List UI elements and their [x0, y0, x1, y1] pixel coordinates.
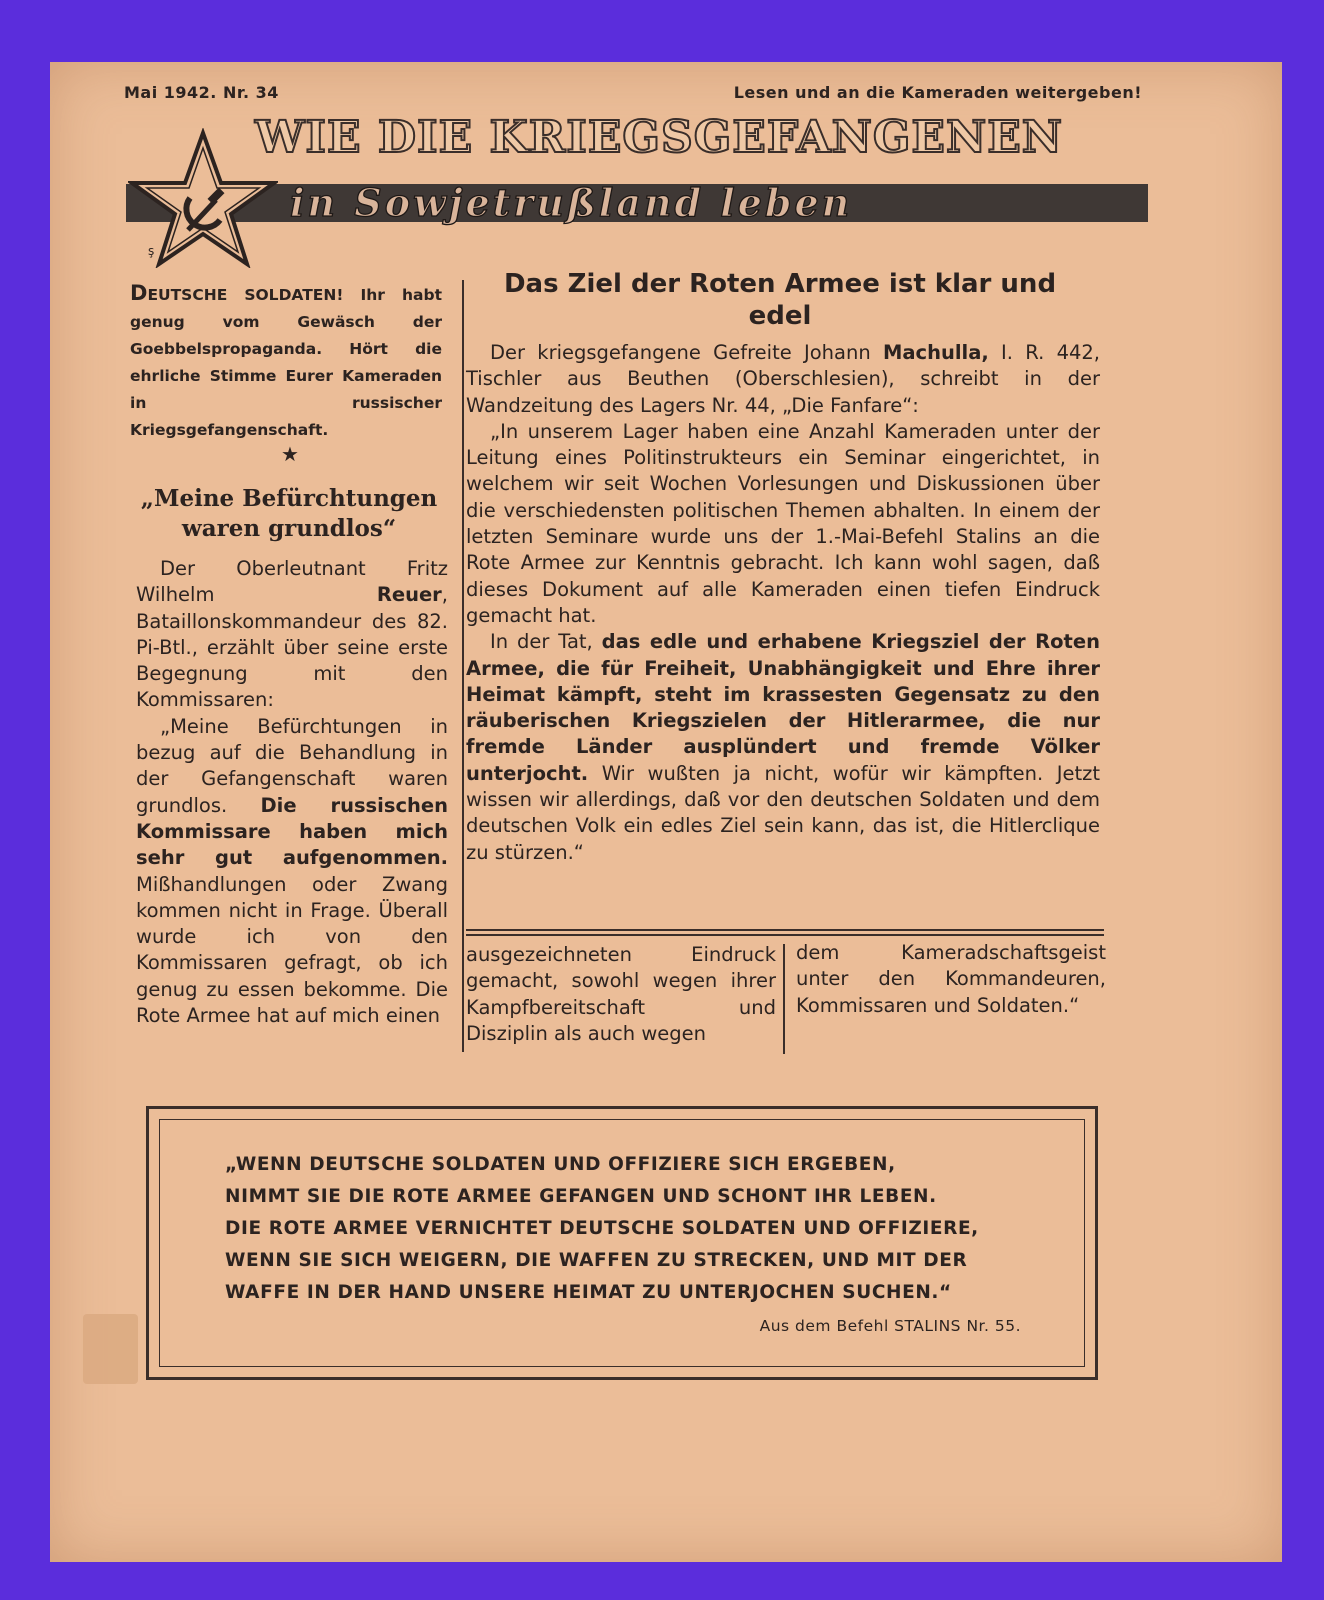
intro-paragraph	[130, 280, 442, 444]
left-paragraph-2: „Meine Befürchtungen in bezug auf die Behandlung in der Gefangenschaft waren grundlos. Die russischen Kommissare haben mich sehr gut aufgenommen. Mißhandlungen oder Zwang kommen nicht in Frage. Überall wurde ich von den Kommissaren gefragt, ob ich genug zu essen bekomme. Die Rote Armee hat auf mich einen	[136, 714, 448, 1028]
left-paragraph-1: Der Oberleutnant Fritz Wilhelm Reuer, Bataillonskommandeur des 82. Pi-Btl., erzählt über seine erste Begegnung mit den Kommissaren:	[136, 557, 448, 712]
masthead-subtitle: in Sowjetrußland leben	[290, 180, 853, 225]
print-mark: ş	[148, 244, 155, 258]
masthead-title: WIE DIE KRIEGSGEFANGENEN	[255, 112, 1063, 163]
stalin-quote-box	[146, 1106, 1098, 1380]
continuation-divider	[783, 944, 785, 1054]
column-divider	[462, 280, 464, 1052]
quote-text: „WENN DEUTSCHE SOLDATEN UND OFFIZIERE SICH ERGEBEN, NIMMT SIE DIE ROTE ARMEE GEFANGEN UND SCHONT IHR LEBEN. DIE ROTE ARMEE VERNICHTET DEUTSCHE SOLDATEN UND OFFIZIERE, WENN SIE SICH WEIGERN, DIE WAFFEN ZU STRECKEN, UND MIT DER WAFFE IN DER HAND UNSERE HEIMAT ZU UNTERJOCHEN SUCHEN.“	[225, 1154, 979, 1303]
intro-initial: D	[130, 281, 148, 305]
intro-text: EUTSCHE SOLDATEN! Ihr habt genug vom Gewäsch der Goebbelspropaganda. Hört die ehrliche Stimme Eurer Kameraden in russischer Kriegsgefangenschaft.	[130, 286, 442, 439]
center-paragraph-2: „In unserem Lager haben eine Anzahl Kameraden unter der Leitung eines Politinstrukteurs ein Seminar eingerichtet, in welchem wir seit Wochen Vorlesungen und Diskussionen über die verschiedensten politischen Themen abhalten. In einem der letzten Seminare wurde uns der 1.-Mai-Befehl Stalins an die Rote Armee zur Kenntnis gebracht. Ich kann wohl sagen, daß dieses Dokument auf alle Kameraden einen tiefen Eindruck gemacht hat.	[466, 419, 1100, 627]
center-article-body	[466, 340, 1100, 866]
center-paragraph-3: In der Tat, das edle und erhabene Kriegsziel der Roten Armee, die für Freiheit, Unabhängigkeit und Ehre ihrer Heimat kämpft, steht im krassesten Gegensatz zu den räuberischen Kriegszielen der Hitlerarmee, die nur fremde Länder ausplündert und fremde Völker unterjocht. Wir wußten ja nicht, wofür wir kämpften. Jetzt wissen wir allerdings, daß vor den deutschen Soldaten und dem deutschen Volk ein edles Ziel sein kann, das ist, die Hitlerclique zu stürzen.“	[466, 630, 1100, 864]
paper-stain	[83, 1314, 138, 1384]
continuation-left: ausgezeichneten Eindruck gemacht, sowohl wegen ihrer Kampfbereitschaft und Disziplin als auch wegen	[466, 943, 776, 1045]
continuation-right: dem Kameradschaftsgeist unter den Kommandeuren, Kommissaren und Soldaten.“	[796, 941, 1106, 1017]
center-paragraph-1: Der kriegsgefangene Gefreite Johann Machulla, I. R. 442, Tischler aus Beuthen (Oberschlesien), schreibt in der Wandzeitung des Lagers Nr. 44, „Die Fanfare“:	[466, 341, 1100, 417]
issue-line: Mai 1942. Nr. 34	[124, 83, 279, 102]
center-headline: Das Ziel der Roten Armee ist klar und edel	[503, 269, 1057, 331]
quote-source: Aus dem Befehl STALINS Nr. 55.	[759, 1317, 1021, 1335]
left-article-body	[136, 556, 448, 1029]
double-divider	[466, 929, 1104, 936]
left-headline: „Meine Befürchtungen waren grundlos“	[140, 485, 438, 542]
motto-line: Lesen und an die Kameraden weitergeben!	[733, 83, 1142, 102]
separator-star-icon: ★	[281, 442, 299, 466]
